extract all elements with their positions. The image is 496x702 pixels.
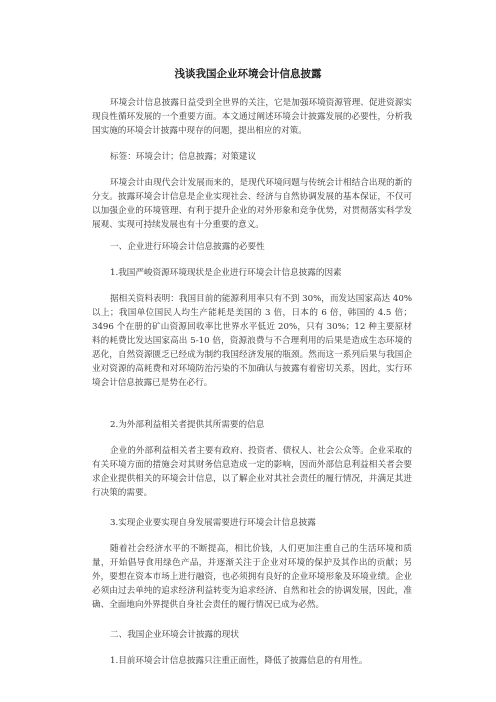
document-title: 浅谈我国企业环境会计信息披露	[174, 68, 322, 80]
section-2-1-heading: 1.目前环境会计信息披露只注重正面性，降低了披露信息的有用性。	[110, 656, 368, 666]
section-1-2-heading: 2.为外部利益相关者提供其所需要的信息	[110, 420, 265, 430]
section-1-heading: 一、企业进行环境会计信息披露的必要性	[110, 242, 265, 252]
keywords-line: 标签：环境会计；信息披露；对策建议	[110, 152, 257, 162]
section-1-1-body: 据相关资料表明：我国目前的能源利用率只有不到 30%，而发达国家高达 40%以上；我国单位国民人均生产能耗是美国的 3 倍，日本的 6 倍，韩国的 4.5 倍；3496 个在册的矿山资源回收率比世界水平低近 20%，只有 30%；12 种主要原材料的耗费比发达国家高出 5-10 倍，资源浪费与不合理利用的后果是造成生态环境的恶化，自然资源匮乏已经成为制约我国经济发展的瓶颈。然而这一系列后果与我国企业对资源的高耗费和对环境防治污染的不加确认与披露有着密切关系，因此，实行环境会计信息披露已是势在必行。	[92, 294, 412, 388]
section-1-2-body: 企业的外部利益相关者主要有政府、投资者、债权人、社会公众等。企业采取的有关环境方面的措施会对其财务信息造成一定的影响，因而外部信息利益相关者会要求企业提供相关的环境会计信息，以了解企业对其社会责任的履行情况，并满足其进行决策的需要。	[92, 446, 412, 498]
section-1-3-heading: 3.实现企业要实现自身发展需要进行环境会计信息披露	[110, 518, 316, 528]
section-1-3-body: 随着社会经济水平的不断提高，相比价钱，人们更加注重自己的生活环境和质量，开始倡导食用绿色产品，并逐渐关注于企业对环境的保护及其作出的贡献；另外，要想在资本市场上进行融资，也必须拥有良好的企业环境形象及环境业绩。企业必须由过去单纯的追求经济利益转变为追求经济、自然和社会的协调发展，因此，准确、全面地向外界提供自身社会责任的履行情况已成为必然。	[92, 544, 412, 610]
abstract-paragraph: 环境会计信息披露日益受到全世界的关注，它是加强环境资源管理、促进资源实现良性循环发展的一个重要方面。本文通过阐述环境会计披露发展的必要性，分析我国实施的环境会计披露中现存的问题，提出相应的对策。	[92, 98, 412, 136]
section-2-heading: 二、我国企业环境会计披露的现状	[110, 630, 239, 640]
intro-paragraph: 环境会计由现代会计发展而来的，是现代环境问题与传统会计相结合出现的新的分支。披露环境会计信息是企业实现社会、经济与自然协调发展的基本保证，不仅可以加强企业的环境管理、有利于提升企业的对外形象和竞争优势，对贯彻落实科学发展观、实现可持续发展也有十分重要的意义。	[92, 178, 412, 230]
section-1-1-heading: 1.我国严峻资源环境现状是企业进行环境会计信息披露的因素	[110, 268, 342, 278]
